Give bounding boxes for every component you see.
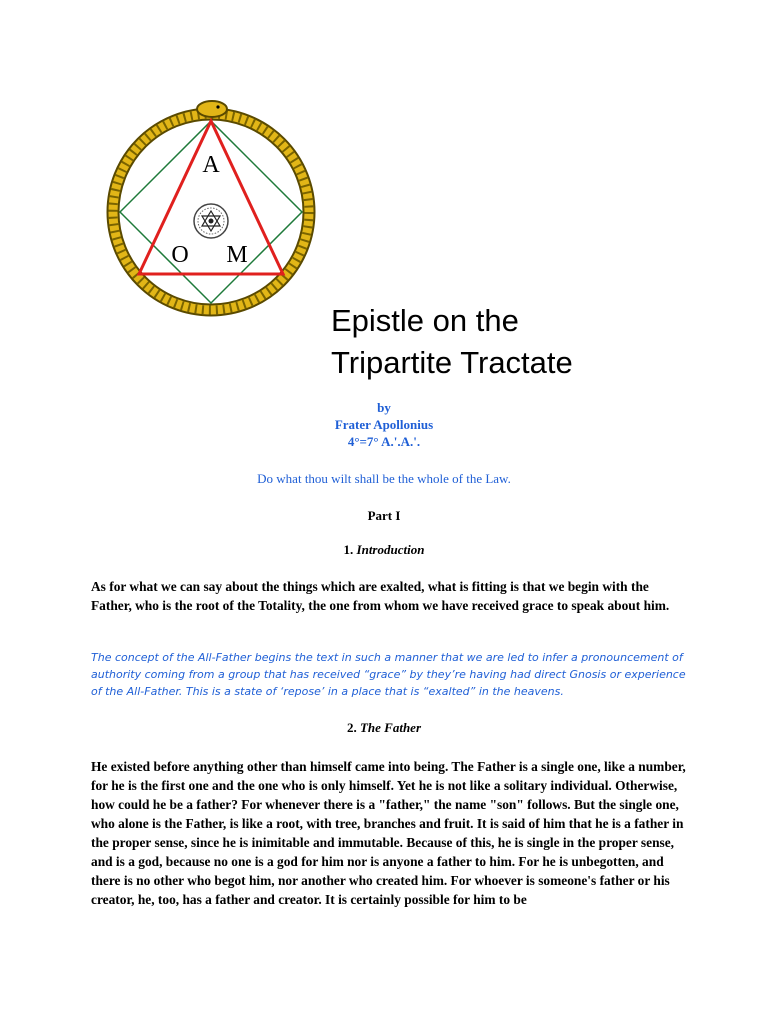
letter-a: A: [202, 152, 220, 178]
serpent-head-icon: [197, 101, 227, 117]
section-2-title: The Father: [359, 720, 422, 735]
letter-m: M: [226, 242, 248, 268]
hexagram-seal-icon: [194, 204, 228, 238]
part-heading: Part I: [367, 508, 401, 523]
author-grade: 4°=7° A.'.A.'.: [347, 434, 421, 449]
section-1-title: Introduction: [356, 542, 425, 557]
ouroboros-emblem: [100, 95, 322, 321]
letter-o: O: [171, 242, 189, 268]
byline: [0, 399, 768, 450]
red-triangle: [139, 121, 283, 274]
title-line-2: Tripartite Tractate: [331, 345, 573, 380]
byline-by: by: [377, 400, 391, 415]
paragraph-2: He existed before anything other than himself came into being. The Father is a single one, like a number, for he is the first one and the one who is only himself. Yet he is not like a solitary individual. Otherwise, how could he be a father? For whenever there is a "father," the name "son" follows. But the single one, who alone is the Father, is like a root, with tree, branches and fruit. It is said of him that he is a father in the proper sense, since he is inimitable and immutable. Because of this, he is single in the proper sense, and is a god, because no one is a god for him nor is anyone a father to him. For he is unbegotten, and there is no other who begot him, nor another who created him. For whoever is someone's father or his creator, he, too, has a father and creator. It is certainly possible for him to be: [91, 759, 686, 907]
section-1-heading: [0, 542, 768, 558]
author-name: Frater Apollonius: [334, 417, 434, 432]
section-1-number: 1.: [343, 542, 354, 557]
document-title: [331, 300, 573, 384]
motto: Do what thou wilt shall be the whole of the Law.: [257, 471, 511, 486]
title-line-1: Epistle on the: [331, 303, 519, 338]
section-2-number: 2.: [346, 720, 357, 735]
commentary-1: The concept of the All-Father begins the text in such a manner that we are led to infer a pronouncement of authority coming from a group that has received “grace” by they’re having had direct Gnosis or experience of the All-Father. This is a state of ‘repose’ in a place that is “exalted” in the heavens.: [91, 651, 686, 698]
paragraph-1: As for what we can say about the things which are exalted, what is fitting is that we begin with the Father, who is the root of the Totality, the one from whom we have received grace to speak about him.: [91, 579, 670, 613]
section-2-heading: [0, 720, 768, 736]
